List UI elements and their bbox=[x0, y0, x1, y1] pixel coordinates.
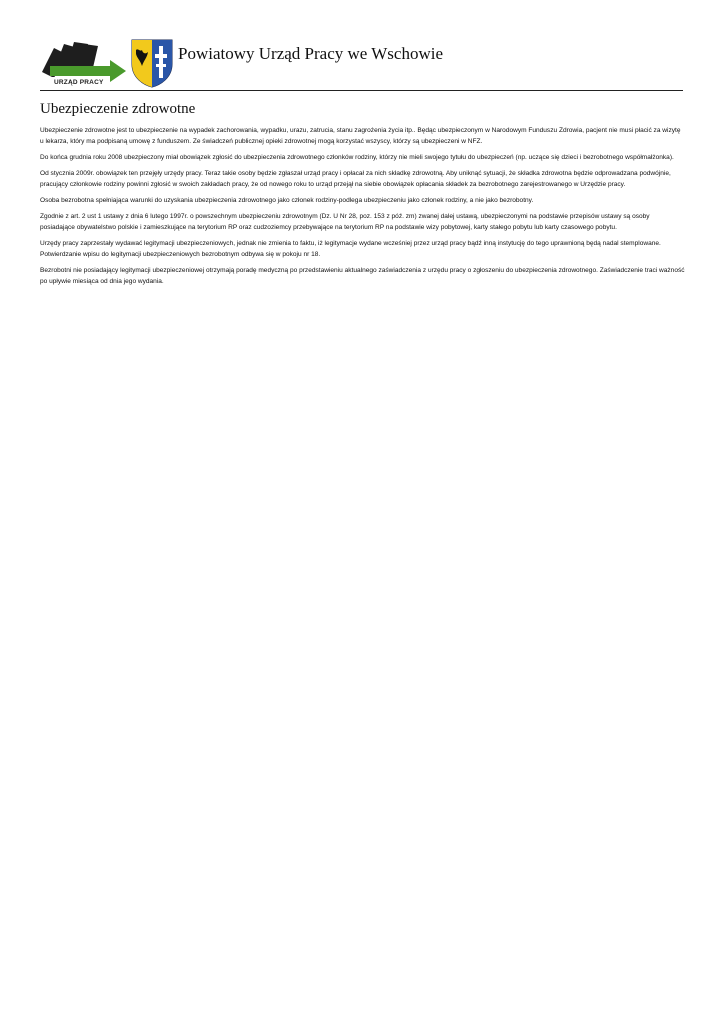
paragraph: Od stycznia 2009r. obowiązek ten przejęły urzędy pracy. Teraz takie osoby będzie zgłaszał urząd pracy i opłacał za nich składkę zdrowotną. Aby uniknąć sytuacji, że składka zdrowotna będzie odprowadzana podwójnie, pracujący członkowie rodziny powinni zgłosić w swoich zakładach pracy, że od nowego roku to urząd przejął na siebie obowiązek opłacania składek za bezrobotnego zarejestrowanego w Urzędzie pracy. bbox=[40, 170, 671, 188]
coat-of-arms bbox=[130, 38, 174, 88]
paragraph: Do końca grudnia roku 2008 ubezpieczony miał obowiązek zgłosić do ubezpieczenia zdrowotnego członków rodziny, którzy nie mieli swojego tytułu do ubezpieczeń (np. uczące się dzieci i bezrobotnego współmałżonka). bbox=[40, 154, 674, 161]
page-header bbox=[40, 36, 683, 92]
page-title: Ubezpieczenie zdrowotne bbox=[40, 101, 196, 117]
paragraph: Osoba bezrobotna spełniająca warunki do uzyskania ubezpieczenia zdrowotnego jako członek rodziny-podlega ubezpieczeniu jako członek rodziny, a nie jako bezrobotny. bbox=[40, 197, 534, 204]
office-name: Powiatowy Urząd Pracy we Wschowie bbox=[178, 44, 444, 63]
paragraph: Zgodnie z art. 2 ust 1 ustawy z dnia 6 lutego 1997r. o powszechnym ubezpieczeniu zdrowotnym (Dz. U Nr 28, poz. 153 z póź. zm) zwanej dalej ustawą, ubezpieczonymi na podstawie przepisów ustawy są osoby posiadające obywatelstwo polskie i zamieszkujące na terytorium RP oraz cudzoziemcy przebywające na terytorium RP na podstawie wizy pobytowej, karty stałego pobytu lub karty czasowego pobytu. bbox=[40, 213, 650, 231]
header-divider bbox=[40, 90, 683, 91]
urzad-pracy-logo bbox=[40, 40, 126, 90]
logo-text: URZĄD PRACY bbox=[54, 79, 104, 86]
paragraph: Ubezpieczenie zdrowotne jest to ubezpieczenie na wypadek zachorowania, wypadku, urazu, zatrucia, stanu zagrożenia życia itp.. Będąc ubezpieczonym w Narodowym Funduszu Zdrowia, pacjent nie musi płacić za wizytę u lekarza, który ma podpisaną umowę z funduszem. Ze świadczeń publicznej opieki zdrowotnej mogą korzystać wszyscy, którzy są ubezpieczeni w NFZ. bbox=[40, 127, 681, 145]
coat-of-arms-icon bbox=[130, 38, 174, 88]
paragraph: Bezrobotni nie posiadający legitymacji ubezpieczeniowej otrzymają poradę medyczną po przedstawieniu aktualnego zaświadczenia z urzędu pracy o zgłoszeniu do ubezpieczenia zdrowotnego. Zaświadczenie traci ważność po upływie miesiąca od dnia jego wydania. bbox=[40, 267, 685, 285]
paragraph: Urzędy pracy zaprzestały wydawać legitymacji ubezpieczeniowych, jednak nie zmienia to faktu, iż legitymacje wydane wcześniej przez urząd pracy bądź inną instytucję do tego uprawnioną będą nadal stemplowane. Potwierdzanie wpisu do legitymacji ubezpieczeniowych bezrobotnym odbywa się w pokoju nr 18. bbox=[40, 240, 661, 258]
article bbox=[40, 101, 685, 292]
